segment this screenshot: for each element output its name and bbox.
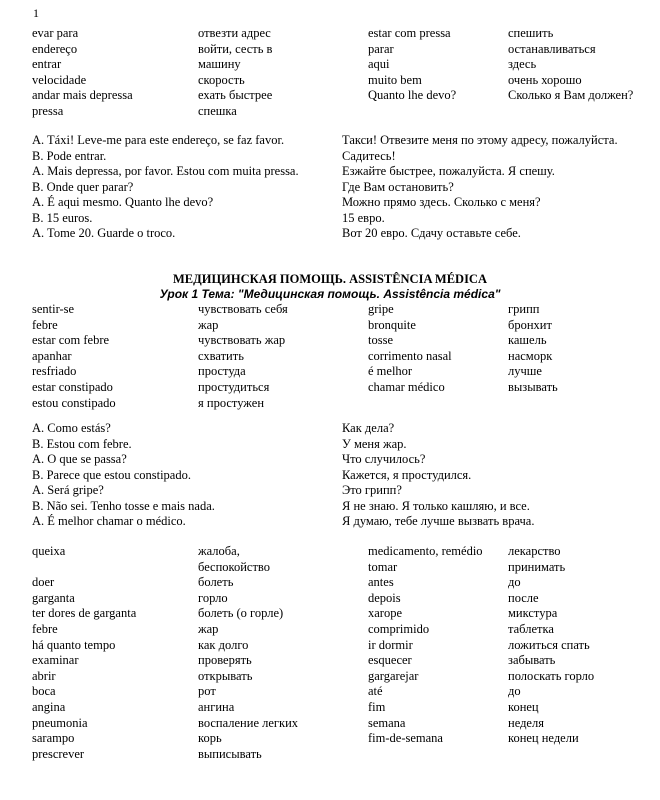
portuguese-term: tomar	[368, 559, 398, 574]
vocabulary-row	[32, 544, 652, 560]
portuguese-term: medicamento, remédio	[368, 544, 483, 558]
portuguese-term: boca	[32, 684, 56, 699]
portuguese-term: estar com febre	[32, 333, 110, 348]
russian-translation: конец недели	[508, 731, 579, 746]
portuguese-term: evar para	[32, 26, 79, 40]
russian-translation: как долго	[198, 637, 249, 652]
dialogue-row	[32, 149, 652, 165]
russian-translation: схватить	[198, 348, 244, 363]
russian-translation: проверять	[198, 653, 252, 668]
medical-dialogue	[32, 421, 652, 530]
vocabulary-row	[32, 364, 652, 380]
russian-translation: чувствовать себя	[198, 302, 288, 316]
russian-translation: рот	[198, 684, 216, 699]
portuguese-term: pressa	[32, 103, 64, 118]
russian-translation: беспокойство	[198, 559, 270, 574]
portuguese-term: estar com pressa	[368, 26, 451, 40]
portuguese-term: sentir-se	[32, 302, 75, 316]
russian-translation: простудиться	[198, 379, 270, 394]
dialogue-line-portuguese: B. Pode entrar.	[32, 148, 107, 163]
russian-translation: вызывать	[508, 379, 558, 394]
dialogue-line-russian: Кажется, я простудился.	[342, 467, 472, 482]
portuguese-term: angina	[32, 699, 66, 714]
dialogue-row	[32, 180, 652, 196]
portuguese-term: gargarejar	[368, 668, 419, 683]
vocabulary-row	[32, 349, 652, 365]
russian-translation: таблетка	[508, 621, 554, 636]
medical-vocabulary-table-1	[32, 302, 652, 411]
portuguese-term: fim	[368, 699, 386, 714]
russian-translation: бронхит	[508, 317, 552, 332]
lesson-subtitle: Урок 1 Тема: "Медицинская помощь. Assistência médica"	[159, 287, 501, 301]
russian-translation: микстура	[508, 606, 558, 621]
russian-translation: жалоба,	[198, 544, 240, 558]
vocabulary-row	[32, 396, 652, 412]
russian-translation: болеть (о горле)	[198, 606, 284, 621]
dialogue-row	[32, 226, 652, 242]
russian-translation: неделя	[508, 715, 544, 730]
russian-translation: насморк	[508, 348, 553, 363]
dialogue-line-russian: Что случилось?	[342, 452, 426, 466]
dialogue-row	[32, 514, 652, 530]
portuguese-term: muito bem	[368, 72, 422, 87]
portuguese-term: esquecer	[368, 653, 412, 668]
vocabulary-row	[32, 104, 652, 120]
vocabulary-row	[32, 684, 652, 700]
dialogue-line-portuguese: A. O que se passa?	[32, 452, 127, 466]
russian-translation: спешить	[508, 26, 554, 40]
dialogue-line-russian: Это грипп?	[342, 483, 402, 497]
portuguese-term: velocidade	[32, 72, 87, 87]
vocabulary-row	[32, 302, 652, 318]
dialogue-row	[32, 421, 652, 437]
dialogue-line-portuguese: A. É melhor chamar o médico.	[32, 514, 186, 528]
russian-translation: полоскать горло	[508, 668, 595, 683]
portuguese-term: doer	[32, 575, 55, 590]
portuguese-term: chamar médico	[368, 379, 445, 394]
portuguese-term: abrir	[32, 668, 56, 683]
dialogue-line-russian: Где Вам остановить?	[342, 179, 454, 194]
dialogue-row	[32, 499, 652, 515]
russian-translation: ложиться спать	[508, 637, 590, 652]
russian-translation: войти, сесть в	[198, 41, 273, 56]
russian-translation: кашель	[508, 333, 547, 348]
dialogue-line-russian: Садитесь!	[342, 148, 396, 163]
russian-translation: скорость	[198, 72, 245, 87]
russian-translation: очень хорошо	[508, 72, 582, 87]
portuguese-term: pneumonia	[32, 715, 88, 730]
dialogue-line-russian: Вот 20 евро. Сдачу оставьте себе.	[342, 226, 521, 240]
vocabulary-row	[32, 333, 652, 349]
dialogue-row	[32, 195, 652, 211]
vocabulary-row	[32, 716, 652, 732]
portuguese-term: ter dores de garganta	[32, 606, 137, 621]
dialogue-row	[32, 211, 652, 227]
russian-translation: корь	[198, 731, 222, 746]
portuguese-term: sarampo	[32, 731, 75, 746]
dialogue-line-portuguese: A. Táxi! Leve-me para este endereço, se faz favor.	[32, 133, 285, 147]
portuguese-term: até	[368, 684, 383, 699]
dialogue-line-russian: Езжайте быстрее, пожалуйста. Я спешу.	[342, 164, 555, 178]
vocabulary-row	[32, 57, 652, 73]
dialogue-line-portuguese: A. Será gripe?	[32, 483, 104, 497]
russian-translation: простуда	[198, 364, 246, 379]
russian-translation: лучше	[508, 364, 542, 379]
vocabulary-row	[32, 575, 652, 591]
russian-translation: жар	[198, 621, 219, 636]
taxi-dialogue	[32, 133, 652, 242]
portuguese-term: apanhar	[32, 348, 72, 363]
vocabulary-row	[32, 622, 652, 638]
russian-translation: машину	[198, 57, 241, 72]
russian-translation: ехать быстрее	[198, 88, 273, 103]
portuguese-term: fim-de-semana	[368, 731, 443, 746]
vocabulary-row	[32, 88, 652, 104]
portuguese-term: resfriado	[32, 364, 77, 379]
russian-translation: чувствовать жар	[198, 333, 286, 348]
section-title: МЕДИЦИНСКАЯ ПОМОЩЬ. ASSISTÊNCIA MÉDICA	[173, 272, 487, 286]
dialogue-row	[32, 483, 652, 499]
russian-translation: лекарство	[508, 544, 561, 558]
portuguese-term: estou constipado	[32, 395, 116, 410]
dialogue-line-russian: Как дела?	[342, 421, 395, 435]
portuguese-term: queixa	[32, 544, 66, 558]
russian-translation: Сколько я Вам должен?	[508, 88, 634, 103]
dialogue-line-russian: Можно прямо здесь. Сколько с меня?	[342, 195, 541, 209]
portuguese-term: prescrever	[32, 746, 85, 761]
portuguese-term: depois	[368, 590, 401, 605]
vocabulary-row	[32, 669, 652, 685]
portuguese-term: xarope	[368, 606, 403, 621]
russian-translation: до	[508, 684, 521, 699]
dialogue-line-portuguese: B. Onde quer parar?	[32, 179, 134, 194]
russian-translation: принимать	[508, 559, 566, 574]
portuguese-term: tosse	[368, 333, 393, 348]
russian-translation: после	[508, 590, 539, 605]
dialogue-line-portuguese: B. Estou com febre.	[32, 436, 132, 451]
vocabulary-row	[32, 747, 652, 763]
portuguese-term: bronquite	[368, 317, 416, 332]
russian-translation: болеть	[198, 575, 234, 590]
vocabulary-row	[32, 73, 652, 89]
vocabulary-row	[32, 26, 652, 42]
russian-translation: открывать	[198, 668, 253, 683]
medical-vocabulary-table-2	[32, 544, 652, 762]
portuguese-term: parar	[368, 41, 394, 56]
russian-translation: до	[508, 575, 521, 590]
dialogue-line-portuguese: A. É aqui mesmo. Quanto lhe devo?	[32, 195, 214, 209]
dialogue-line-portuguese: A. Mais depressa, por favor. Estou com muita pressa.	[32, 164, 299, 178]
vocabulary-row	[32, 653, 652, 669]
vocabulary-row	[32, 560, 652, 576]
russian-translation: жар	[198, 317, 219, 332]
taxi-vocabulary-table	[32, 26, 652, 120]
vocabulary-row	[32, 606, 652, 622]
dialogue-row	[32, 452, 652, 468]
russian-translation: останавливаться	[508, 41, 596, 56]
dialogue-row	[32, 468, 652, 484]
dialogue-line-russian: У меня жар.	[342, 436, 407, 451]
dialogue-line-russian: Я думаю, тебе лучше вызвать врача.	[342, 514, 535, 528]
vocabulary-row	[32, 318, 652, 334]
vocabulary-row	[32, 731, 652, 747]
russian-translation: я простужен	[198, 395, 265, 410]
portuguese-term: Quanto lhe devo?	[368, 88, 457, 103]
russian-translation: грипп	[508, 302, 540, 316]
portuguese-term: ir dormir	[368, 637, 413, 652]
dialogue-line-russian: 15 евро.	[342, 210, 385, 225]
portuguese-term: examinar	[32, 653, 79, 668]
portuguese-term: andar mais depressa	[32, 88, 133, 103]
portuguese-term: febre	[32, 317, 58, 332]
dialogue-line-portuguese: A. Como estás?	[32, 421, 111, 435]
vocabulary-row	[32, 638, 652, 654]
portuguese-term: entrar	[32, 57, 62, 72]
russian-translation: воспаление легких	[198, 715, 299, 730]
portuguese-term: há quanto tempo	[32, 637, 116, 652]
russian-translation: ангина	[198, 699, 235, 714]
dialogue-row	[32, 437, 652, 453]
russian-translation: здесь	[508, 57, 537, 72]
dialogue-line-russian: Такси! Отвезите меня по этому адресу, пожалуйста.	[342, 133, 618, 147]
dialogue-line-russian: Я не знаю. Я только кашляю, и все.	[342, 498, 530, 513]
dialogue-line-portuguese: B. 15 euros.	[32, 210, 93, 225]
portuguese-term: aqui	[368, 57, 390, 72]
portuguese-term: febre	[32, 621, 58, 636]
portuguese-term: garganta	[32, 590, 75, 605]
page-number: 1	[33, 6, 39, 20]
russian-translation: забывать	[508, 653, 556, 668]
russian-translation: выписывать	[198, 746, 262, 761]
vocabulary-row	[32, 700, 652, 716]
russian-translation: спешка	[198, 103, 237, 118]
vocabulary-row	[32, 380, 652, 396]
russian-translation: конец	[508, 699, 539, 714]
portuguese-term: gripe	[368, 302, 394, 316]
dialogue-line-portuguese: A. Tome 20. Guarde o troco.	[32, 226, 176, 240]
vocabulary-row	[32, 42, 652, 58]
russian-translation: отвезти адрес	[198, 26, 271, 40]
portuguese-term: semana	[368, 715, 406, 730]
dialogue-row	[32, 164, 652, 180]
portuguese-term: endereço	[32, 41, 78, 56]
portuguese-term: estar constipado	[32, 379, 113, 394]
dialogue-line-portuguese: B. Parece que estou constipado.	[32, 467, 191, 482]
portuguese-term: é melhor	[368, 364, 413, 379]
portuguese-term: corrimento nasal	[368, 348, 452, 363]
dialogue-line-portuguese: B. Não sei. Tenho tosse e mais nada.	[32, 498, 215, 513]
dialogue-row	[32, 133, 652, 149]
vocabulary-row	[32, 591, 652, 607]
portuguese-term: antes	[368, 575, 394, 590]
russian-translation: горло	[198, 590, 228, 605]
portuguese-term: comprimido	[368, 621, 430, 636]
